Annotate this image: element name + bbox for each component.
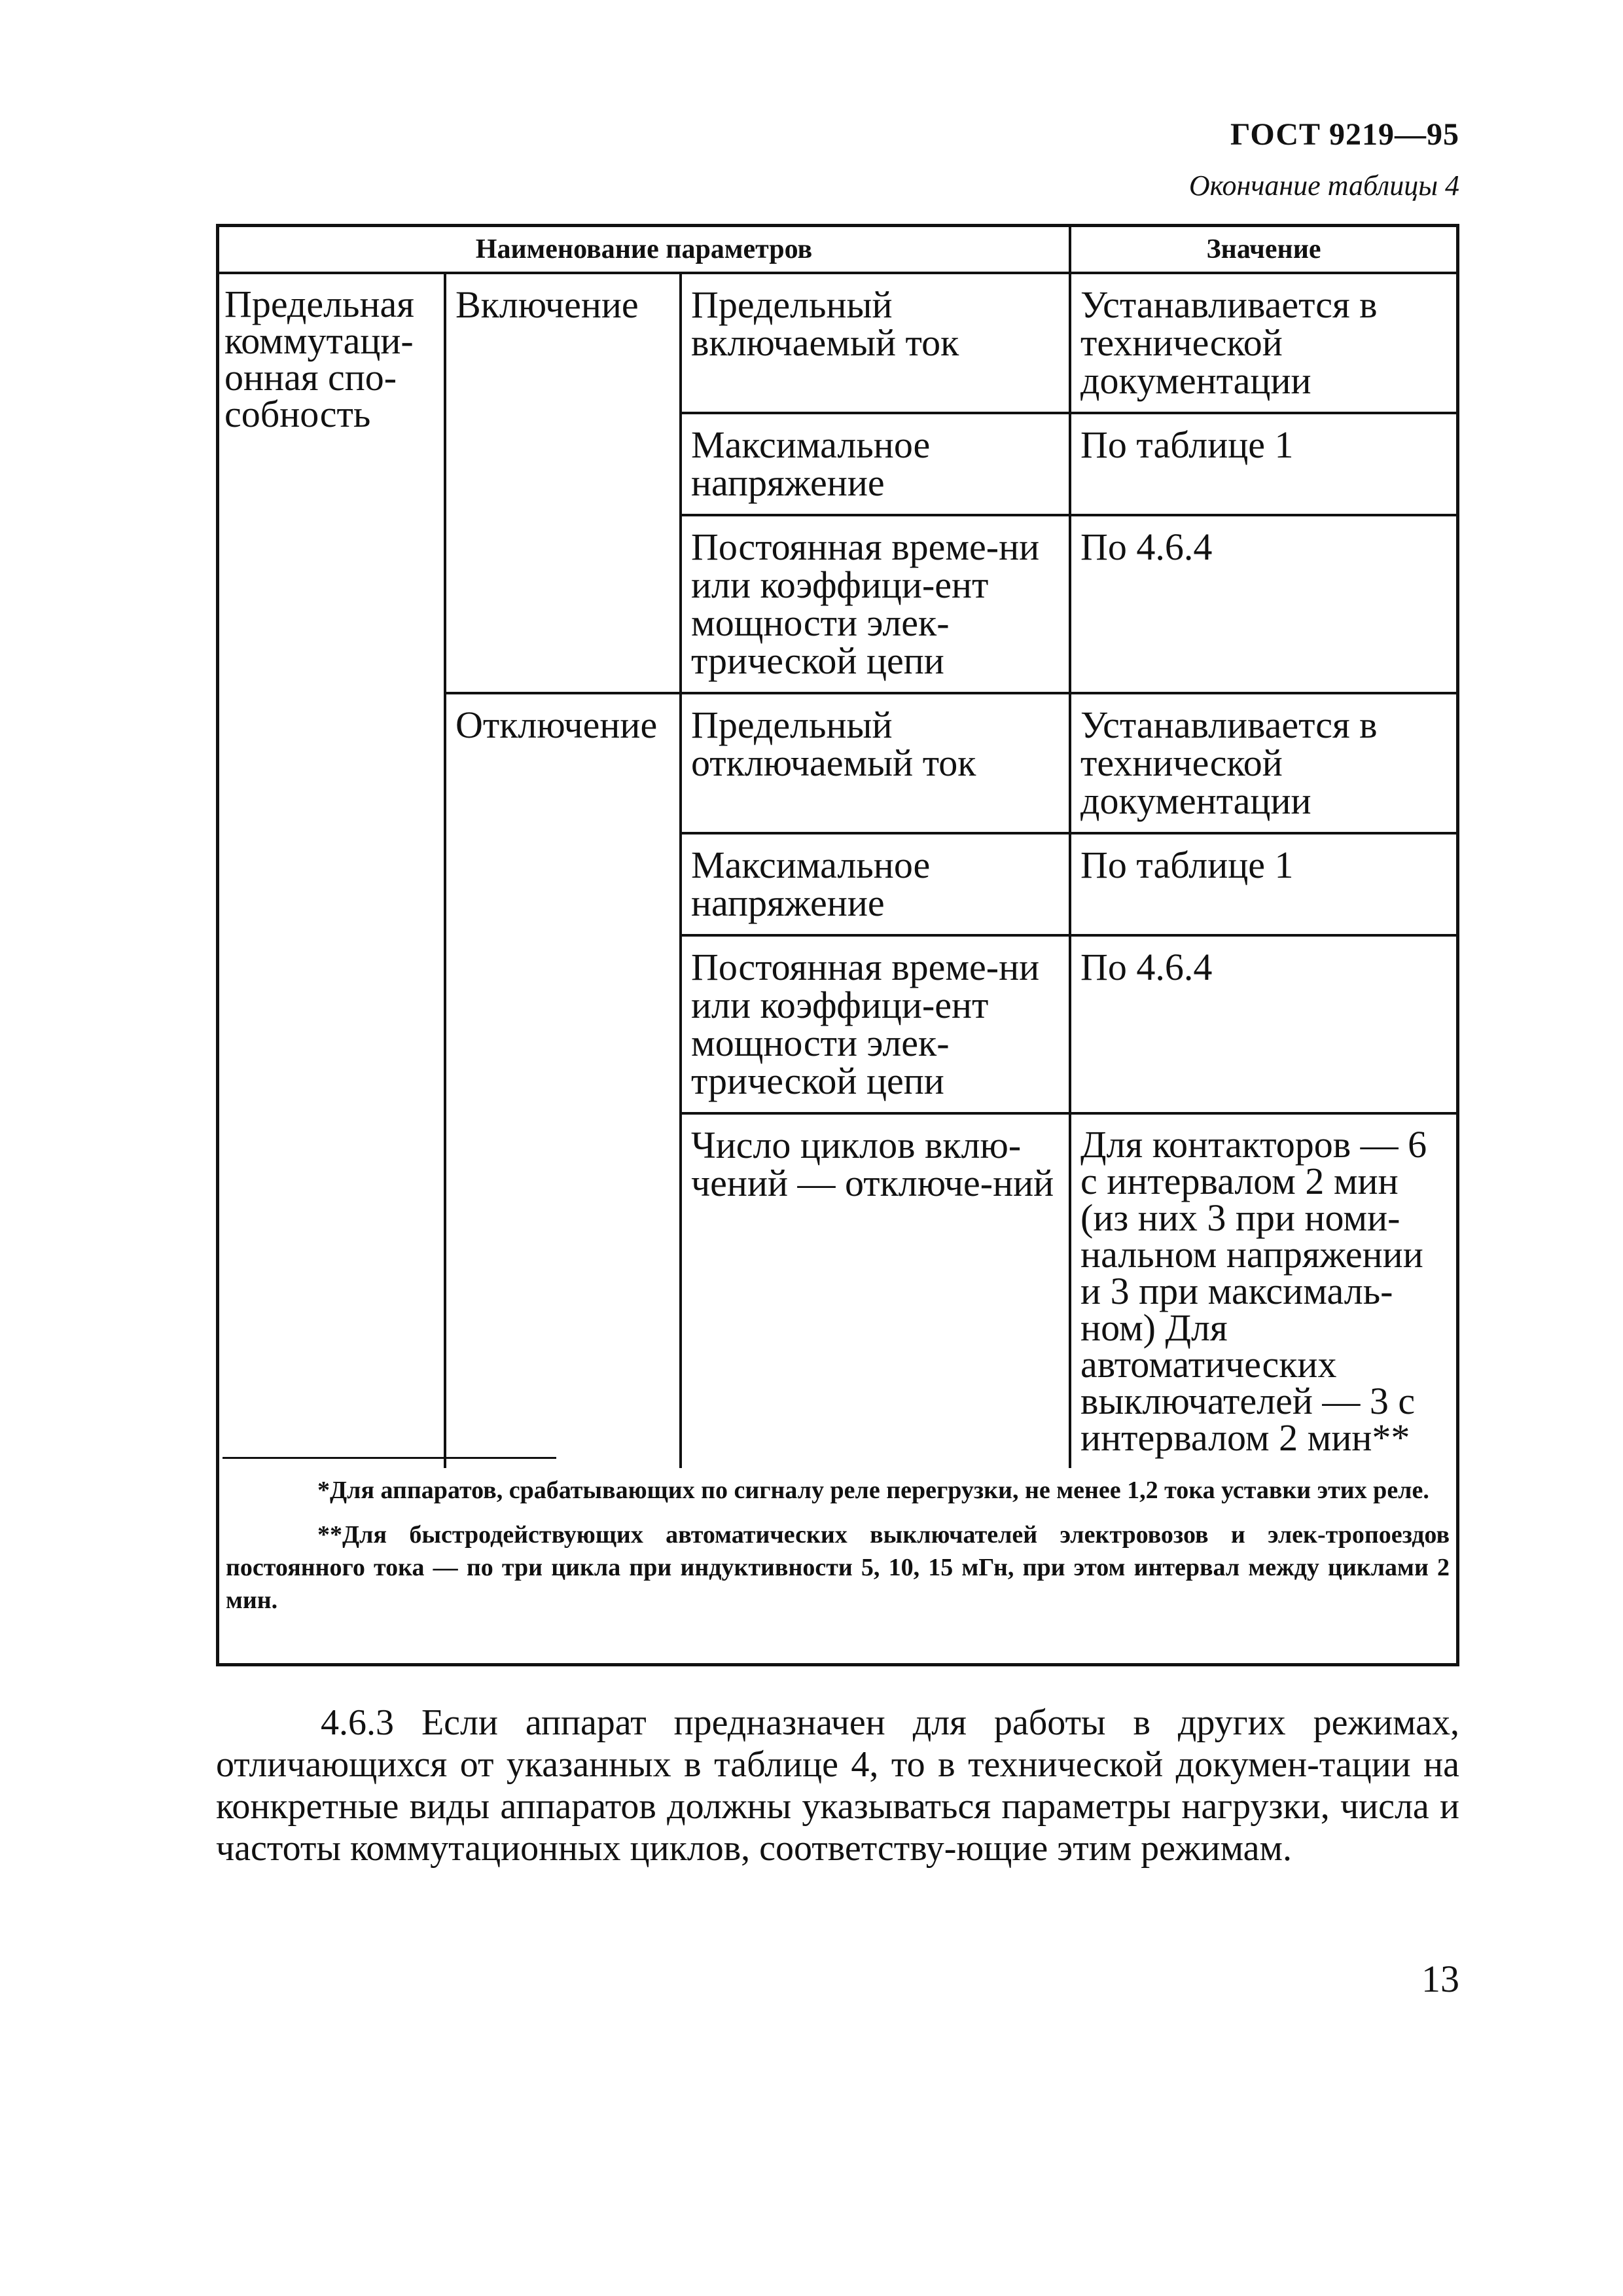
footnote-1: *Для аппаратов, срабатывающих по сигналу реле перегрузки, не менее 1,2 тока уставки этих реле.: [317, 1477, 1429, 1504]
value-cell: Устанавливается в технической документации: [1070, 693, 1456, 833]
paragraph-4-6-3: [216, 1702, 1459, 1869]
value-cell: По 4.6.4: [1070, 935, 1456, 1113]
param-cell: Максимальное напряжение: [681, 413, 1070, 515]
footnotes: [226, 1474, 1450, 1628]
table-header-row: [219, 227, 1456, 273]
param-cell: Максимальное напряжение: [681, 833, 1070, 935]
table-caption: Окончание таблицы 4: [1188, 170, 1459, 202]
table-row: [219, 273, 1456, 413]
value-cell: Устанавливается в технической документации: [1070, 273, 1456, 413]
param-cell: Постоянная време-ни или коэффици-ент мощности элек-трической цепи: [681, 935, 1070, 1113]
value-cell: По 4.6.4: [1070, 515, 1456, 693]
param-cell: Постоянная време-ни или коэффици-ент мощности элек-трической цепи: [681, 515, 1070, 693]
group-cell: Предельная коммутаци-онная спо-собность: [224, 283, 414, 435]
page-number: 13: [1421, 1958, 1459, 2000]
document-code: ГОСТ 9219—95: [1230, 117, 1459, 152]
paragraph-text: 4.6.3 Если аппарат предназначен для работы в других режимах, отличающихся от указанных в таблице 4, то в технической докумен-тации на конкретные виды аппаратов должны указываться параметры нагрузки, числа и частоты коммутационных циклов, соответству-ющие этим режимам.: [216, 1702, 1459, 1869]
parameters-table: [219, 227, 1456, 1468]
col-header-value: Значение: [1070, 227, 1456, 273]
footnote-divider: [223, 1457, 556, 1459]
param-cell: Число циклов вклю-чений — отключе-ний: [681, 1113, 1070, 1468]
section-off: Отключение: [445, 693, 681, 1468]
section-on: Включение: [445, 273, 681, 693]
value-cell: По таблице 1: [1070, 833, 1456, 935]
value-cell: Для контакторов — 6 с интервалом 2 мин (из них 3 при номи-нальном напряжении и 3 при максималь-ном) Для автоматических выключателей — 3 с интервалом 2 мин**: [1070, 1113, 1456, 1468]
value-cell: По таблице 1: [1070, 413, 1456, 515]
col-header-parameters: Наименование параметров: [219, 227, 1070, 273]
footnote-2: **Для быстродействующих автоматических выключателей электровозов и элек-тропоездов постоянного тока — по три цикла при индуктивности 5, 10, 15 мГн, при этом интервал между циклами 2 мин.: [226, 1521, 1450, 1614]
param-cell: Предельный включаемый ток: [681, 273, 1070, 413]
param-cell: Предельный отключаемый ток: [681, 693, 1070, 833]
